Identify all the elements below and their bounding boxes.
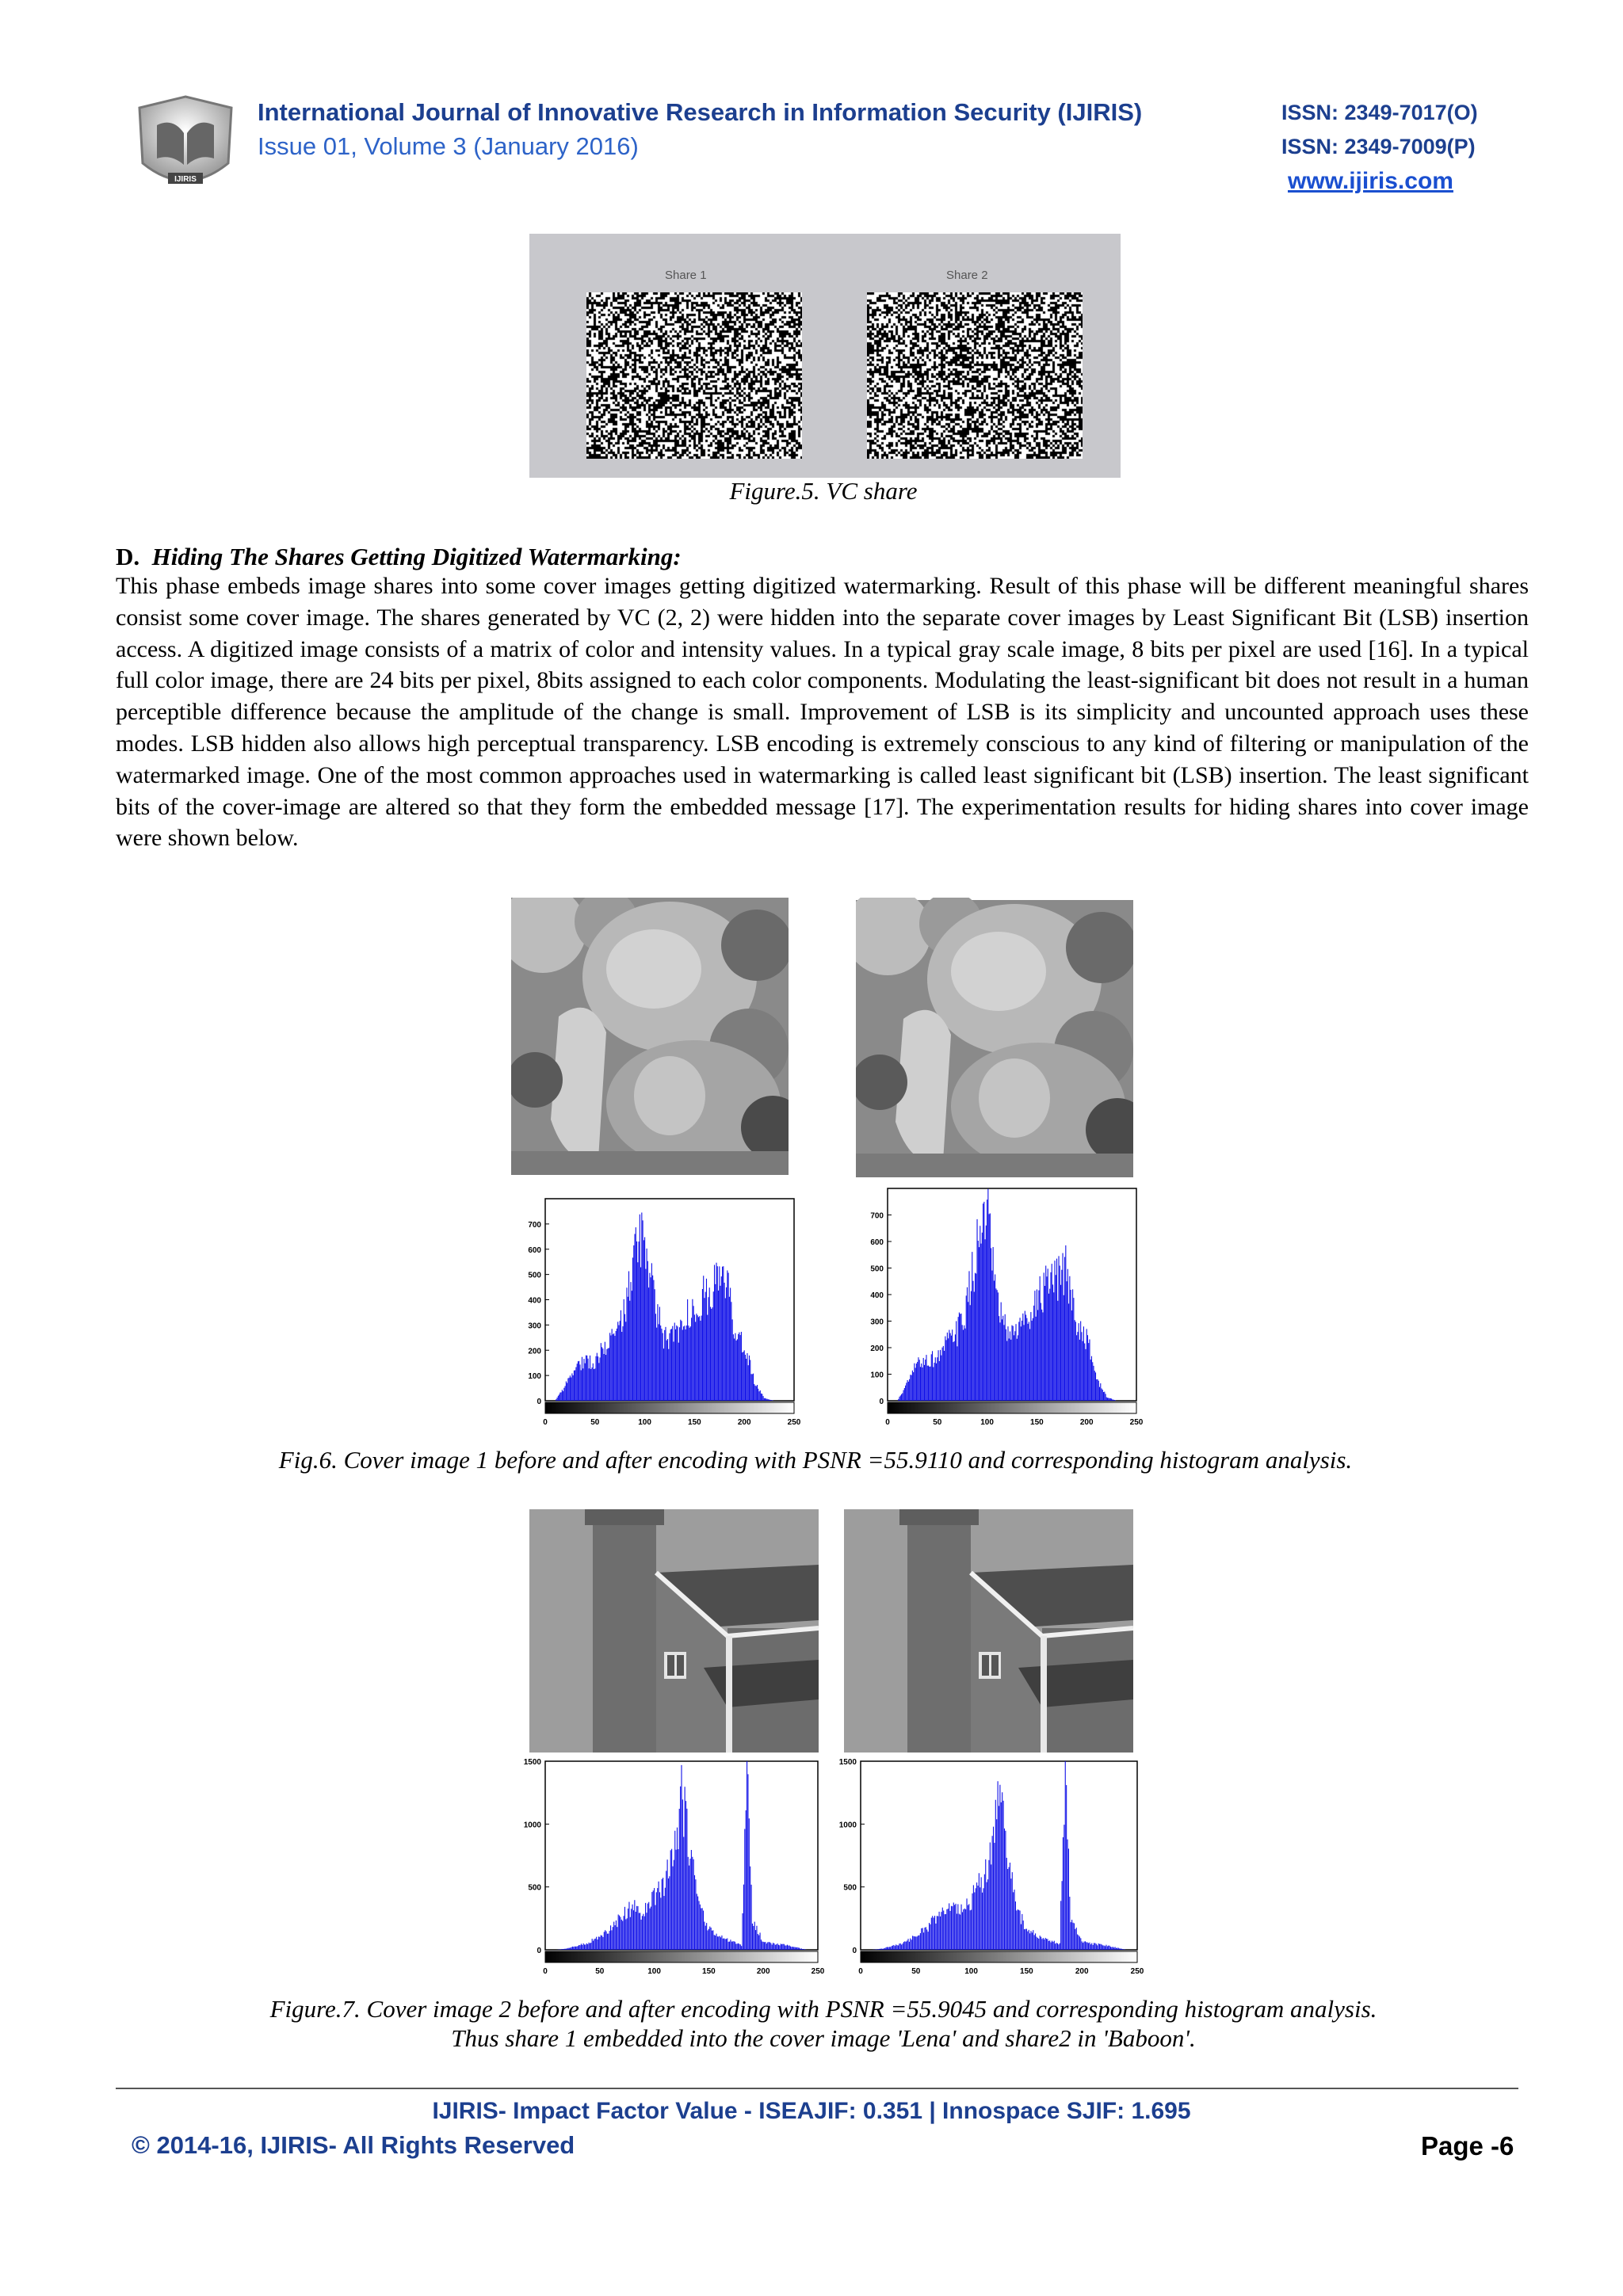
y-tick-label: 100 (870, 1371, 884, 1380)
grayscale-bar (861, 1951, 1137, 1962)
y-tick-label: 1000 (523, 1821, 541, 1830)
issn-online: ISSN: 2349-7017(O) (1281, 101, 1478, 124)
house-image-after (844, 1509, 1133, 1753)
x-tick-label: 50 (595, 1967, 605, 1976)
y-tick-label: 500 (870, 1264, 884, 1274)
y-tick-label: 200 (528, 1347, 541, 1356)
footer-impact: IJIRIS- Impact Factor Value - ISEAJIF: 0.351 | Innospace SJIF: 1.695 (432, 2098, 1191, 2124)
y-tick-label: 300 (528, 1322, 541, 1331)
figure5-panel (529, 234, 1121, 478)
y-tick-label: 0 (537, 1398, 541, 1406)
y-tick-label: 700 (528, 1220, 541, 1230)
x-tick-label: 200 (1079, 1418, 1094, 1427)
y-tick-label: 1500 (523, 1758, 541, 1767)
y-tick-label: 0 (879, 1398, 884, 1406)
y-tick-label: 0 (852, 1947, 857, 1955)
section-letter: D. (116, 543, 140, 570)
share1-label: Share 1 (665, 269, 707, 282)
y-tick-label: 700 (870, 1211, 884, 1221)
y-tick-label: 1000 (838, 1821, 857, 1830)
y-tick-label: 400 (870, 1291, 884, 1300)
y-tick-label: 500 (843, 1883, 857, 1893)
x-tick-label: 150 (688, 1418, 701, 1427)
y-tick-label: 400 (528, 1296, 541, 1306)
figure7-caption-line1: Figure.7. Cover image 2 before and after encoding with PSNR =55.9045 and corresponding histogram analysis. (269, 1995, 1377, 2023)
y-tick-label: 500 (528, 1883, 541, 1893)
journal-link[interactable]: www.ijiris.com (1288, 168, 1453, 194)
x-tick-label: 200 (737, 1418, 751, 1427)
x-tick-label: 200 (1075, 1967, 1089, 1976)
page-number: Page -6 (1421, 2131, 1514, 2161)
x-tick-label: 50 (933, 1418, 942, 1427)
x-tick-label: 100 (647, 1967, 661, 1976)
share2-label: Share 2 (946, 269, 988, 282)
x-tick-label: 250 (1129, 1418, 1143, 1427)
issue-info: Issue 01, Volume 3 (January 2016) (258, 132, 639, 160)
histogram-cover2-after (823, 1753, 1144, 1981)
y-tick-label: 300 (870, 1318, 884, 1327)
house-image-before (529, 1509, 819, 1753)
x-tick-label: 50 (911, 1967, 921, 1976)
x-tick-label: 150 (1020, 1967, 1033, 1976)
x-tick-label: 250 (1130, 1967, 1144, 1976)
logo-text: IJIRIS (174, 175, 197, 184)
y-tick-label: 1500 (838, 1758, 857, 1767)
y-tick-label: 0 (537, 1947, 541, 1955)
journal-logo (133, 93, 238, 198)
histogram-cover1-after (850, 1180, 1143, 1432)
share2-image (867, 292, 1083, 459)
x-tick-label: 150 (1030, 1418, 1044, 1427)
y-tick-label: 100 (528, 1372, 541, 1382)
y-tick-label: 200 (870, 1344, 884, 1353)
x-tick-label: 0 (858, 1967, 863, 1976)
figure5-caption: Figure.5. VC share (729, 477, 918, 505)
x-tick-label: 50 (590, 1418, 600, 1427)
journal-title: International Journal of Innovative Research in Information Security (IJIRIS) (258, 98, 1143, 126)
peppers-image-before (511, 898, 789, 1175)
x-tick-label: 250 (787, 1418, 800, 1427)
section-heading (116, 543, 682, 571)
section-title: Hiding The Shares Getting Digitized Watermarking: (151, 543, 682, 570)
footer-divider (116, 2088, 1518, 2089)
x-tick-label: 150 (702, 1967, 716, 1976)
issn-print: ISSN: 2349-7009(P) (1281, 135, 1476, 158)
grayscale-bar (545, 1402, 794, 1413)
x-tick-label: 0 (543, 1967, 548, 1976)
figure6-caption: Fig.6. Cover image 1 before and after encoding with PSNR =55.9110 and corresponding histogram analysis. (278, 1446, 1353, 1474)
share1-image (586, 292, 802, 459)
x-tick-label: 100 (964, 1967, 978, 1976)
histogram-cover2-before (507, 1753, 824, 1981)
x-tick-label: 200 (756, 1967, 770, 1976)
section-body: This phase embeds image shares into some cover images getting digitized watermarking. Result of this phase will be different meaningful shares consist some cover image. The shares generated by VC (2, 2) were hidden into the separate cover images by Least Significant Bit (LSB) insertion access. A digitized image consists of a matrix of color and intensity values. In a typical gray scale image, 8 bits per pixel are used [16]. In a typical full color image, there are 24 bits per pixel, 8bits assigned to each color components. Modulating the least-significant bit does not result in a human perceptible difference because the amplitude of the change is small. Improvement of LSB is its simplicity and uncounted approach uses these modes. LSB hidden also allows high perceptual transparency. LSB encoding is extremely conscious to any kind of filtering or manipulation of the watermarked image. One of the most common approaches used in watermarking is called least significant bit (LSB) insertion. The least significant bits of the cover-image are altered so that they form the embedded message [17]. The experimentation results for hiding shares into cover image were shown below. (116, 573, 1529, 852)
x-tick-label: 250 (811, 1967, 824, 1976)
grayscale-bar (888, 1402, 1136, 1413)
x-tick-label: 100 (980, 1418, 994, 1427)
x-tick-label: 100 (638, 1418, 651, 1427)
x-tick-label: 0 (543, 1418, 548, 1427)
grayscale-bar (545, 1951, 818, 1962)
footer-copyright: © 2014-16, IJIRIS- All Rights Reserved (132, 2131, 575, 2159)
x-tick-label: 0 (885, 1418, 890, 1427)
histogram-cover1-before (507, 1191, 800, 1432)
y-tick-label: 500 (528, 1271, 541, 1280)
peppers-image-after (856, 898, 1133, 1180)
y-tick-label: 600 (528, 1245, 541, 1255)
figure7-caption-line2: Thus share 1 embedded into the cover image 'Lena' and share2 in 'Baboon'. (451, 2024, 1196, 2052)
y-tick-label: 600 (870, 1238, 884, 1247)
